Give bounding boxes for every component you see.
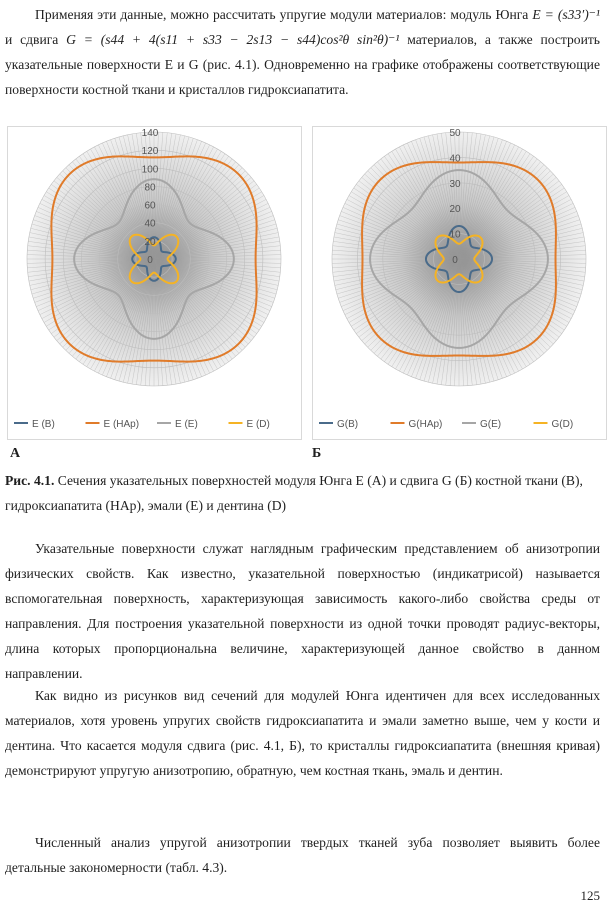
radial-tick-label: 20 [144,236,156,248]
radial-tick-label: 10 [449,229,461,241]
legend-label: G(HAp) [408,419,443,430]
radial-tick-label: 120 [141,146,159,158]
paragraph-comparison: Как видно из рисунков вид сечений для модулей Юнга идентичен для всех исследованных материалов, хотя уровень упругих свойств гидроксиапатита и эмали заметно выше, чем у кости и дентина. Что касается модуля сдвига (рис. 4.1, Б), то кристаллы гидроксиапатита (внешняя кривая) демонстрируют упругую анизотропию, обратную, чем костная ткань, эмаль и дентин. [5,688,600,778]
panel-label-b: Б [312,446,322,461]
paragraph-numeric-analysis: Численный анализ упругой анизотропии твердых тканей зуба позволяет выявить более детальные закономерности (табл. 4.3). [5,835,600,875]
young-modulus-radar [8,127,301,439]
intro-tail: материалов, а также построить указательные поверхности E и G (рис. 4.1). Одновременно на графике отображены соответствующие поверхности костной ткани и кристаллов гидроксиапатита. [5,32,600,97]
page-number: 125 [580,888,600,903]
legend-label: E (HAp) [103,419,140,430]
chart-young-modulus [7,126,302,440]
radial-tick-label: 50 [449,128,461,139]
legend-label: E (B) [32,419,55,430]
radial-tick-label: 0 [452,255,458,266]
radial-tick-label: 30 [449,178,461,190]
radial-tick-label: 20 [449,204,461,216]
legend-label: G(D) [551,419,574,430]
radial-tick-label: 40 [449,153,461,165]
legend-label: G(B) [337,419,359,430]
paragraph-indicatrix: Указательные поверхности служат наглядным графическим представлением об анизотропии физических свойств. Как известно, указательной поверхностью (индикатрисой) называется вспомогательная поверхность, характеризующая зависимость какого-либо свойства среды от направления. Для построения указательной поверхности из одной точки проводят радиус-векторы, длина которых пропорциональна величине, характеризующей данное свойство в данном направлении. [5,541,600,681]
radial-tick-label: 100 [141,164,159,176]
young-modulus-formula: E = (s33′)⁻¹ [532,7,601,22]
intro-paragraph [5,2,600,102]
intro-and-shear: и сдвига [5,32,67,47]
intro-line1: Применяя эти данные, можно рассчитать упругие модули материалов: модуль Юнга [35,7,529,22]
panel-label-a: А [10,446,21,461]
legend-label: E (E) [175,419,198,430]
shear-modulus-radar [313,127,606,439]
radial-tick-label: 80 [144,182,156,194]
caption-label: Рис. 4.1. [5,473,55,488]
radial-tick-label: 0 [147,255,153,266]
legend-label: E (D) [246,419,270,430]
figure-caption [5,468,600,518]
caption-text: Сечения указательных поверхностей модуля Юнга E (А) и сдвига G (Б) костной ткани (B), гидроксиапатита (HAp), эмали (E) и дентина (D) [5,473,583,513]
legend-label: G(E) [480,419,502,430]
chart-shear-modulus [312,126,607,440]
radial-tick-label: 60 [144,200,156,212]
radial-tick-label: 40 [144,218,156,230]
radial-tick-label: 140 [141,128,159,139]
shear-modulus-formula: G = (s44 + 4(s11 + s33 − 2s13 − s44)cos²θ sin²θ)⁻¹ [66,32,400,47]
